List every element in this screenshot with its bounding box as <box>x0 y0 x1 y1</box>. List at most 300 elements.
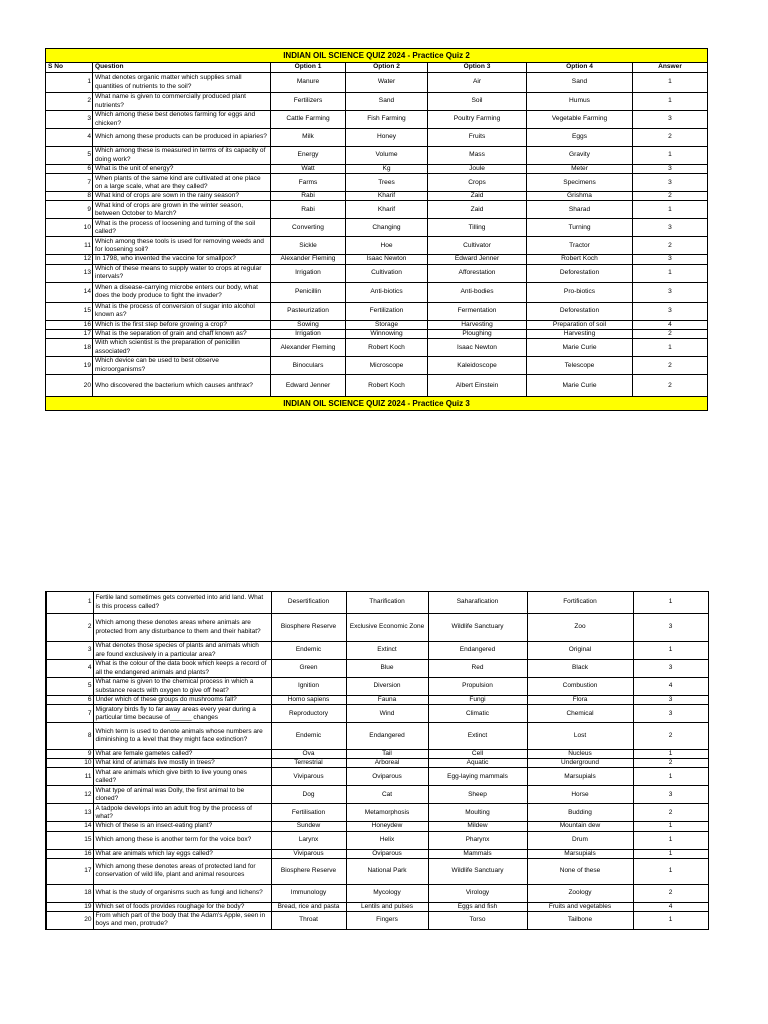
cell-option1: Rabi <box>271 192 346 201</box>
cell-option3: Cell <box>428 750 527 759</box>
table-row <box>46 849 708 858</box>
cell-option4: Fruits and vegetables <box>527 902 633 911</box>
cell-answer: 1 <box>633 911 708 929</box>
cell-question: Which among these tools is used for removing weeds and for loosening soil? <box>93 237 271 255</box>
cell-question: What is the process of conversion of sugar into alcohol known as? <box>93 302 271 320</box>
cell-question: What is the process of loosening and turning of the soil called? <box>93 219 271 237</box>
cell-question: What are animals which give birth to live young ones called? <box>93 768 271 786</box>
cell-answer: 1 <box>633 264 708 282</box>
cell-option3: Torso <box>428 911 527 929</box>
table-row <box>46 93 708 111</box>
cell-option2: Fertilization <box>346 302 428 320</box>
cell-answer: 1 <box>633 592 708 614</box>
cell-question: What kind of crops are sown in the rainy season? <box>93 192 271 201</box>
cell-sno: 19 <box>46 902 93 911</box>
cell-option1: Edward Jenner <box>271 375 346 397</box>
cell-option2: Cultivation <box>346 264 428 282</box>
cell-question: Which among these is measured in terms of its capacity of doing work? <box>93 147 271 165</box>
cell-option3: Mildew <box>428 822 527 831</box>
cell-sno: 1 <box>46 592 93 614</box>
cell-option2: Extinct <box>346 642 428 660</box>
cell-option1: Sowing <box>271 320 346 329</box>
cell-option4: Original <box>527 642 633 660</box>
cell-option2: Honey <box>346 129 428 147</box>
cell-answer: 1 <box>633 750 708 759</box>
cell-option1: Milk <box>271 129 346 147</box>
cell-option2: Cat <box>346 786 428 804</box>
cell-sno: 13 <box>46 264 93 282</box>
cell-option1: Homo sapiens <box>271 696 346 705</box>
cell-option1: Desertification <box>271 592 346 614</box>
table-row <box>46 339 708 357</box>
cell-option3: Eggs and fish <box>428 902 527 911</box>
cell-question: What is the colour of the data book which keeps a record of all the endangered animals and plants? <box>93 660 271 678</box>
cell-option3: Fermentation <box>428 302 527 320</box>
cell-option1: Cattle Farming <box>271 111 346 129</box>
table-row <box>46 911 708 929</box>
cell-sno: 17 <box>46 858 93 884</box>
cell-option4: Marie Curie <box>527 375 633 397</box>
cell-sno: 16 <box>46 849 93 858</box>
cell-answer: 4 <box>633 320 708 329</box>
cell-answer: 1 <box>633 642 708 660</box>
cell-option3: Virology <box>428 884 527 902</box>
table-row <box>46 129 708 147</box>
cell-option4: Mountain dew <box>527 822 633 831</box>
cell-option2: Endangered <box>346 723 428 750</box>
cell-sno: 12 <box>46 786 93 804</box>
header-sno: S No <box>46 63 93 73</box>
cell-option4: Combustion <box>527 678 633 696</box>
cell-question: What denotes those species of plants and animals which are found exclusively in a particular area? <box>93 642 271 660</box>
cell-option4: Marsupials <box>527 849 633 858</box>
cell-option2: Robert Koch <box>346 375 428 397</box>
cell-question: When plants of the same kind are cultivated at one place on a large scale, what are they called? <box>93 174 271 192</box>
table-row <box>46 329 708 338</box>
cell-option2: Storage <box>346 320 428 329</box>
cell-answer: 3 <box>633 219 708 237</box>
cell-option2: Kg <box>346 165 428 174</box>
cell-answer: 3 <box>633 302 708 320</box>
cell-option4: Humus <box>527 93 633 111</box>
cell-option2: Trees <box>346 174 428 192</box>
cell-option1: Viviparous <box>271 849 346 858</box>
cell-question: Which among these denotes areas where animals are protected from any disturbance to them and their habitat? <box>93 614 271 642</box>
cell-answer: 2 <box>633 192 708 201</box>
cell-question: Which device can be used to best observe microorganisms? <box>93 357 271 375</box>
header-option1: Option 1 <box>271 63 346 73</box>
cell-question: Migratory birds fly to far away areas every year during a particular time because of______ changes <box>93 705 271 723</box>
cell-option2: Fauna <box>346 696 428 705</box>
table-row <box>46 678 708 696</box>
cell-sno: 15 <box>46 831 93 849</box>
cell-question: When a disease-carrying microbe enters our body, what does the body produce to fight the invader? <box>93 282 271 302</box>
cell-option1: Endemic <box>271 642 346 660</box>
cell-option3: Fruits <box>428 129 527 147</box>
cell-question: Which among these best denotes farming for eggs and chicken? <box>93 111 271 129</box>
cell-answer: 2 <box>633 237 708 255</box>
cell-option3: Saharafication <box>428 592 527 614</box>
cell-option4: Tailbone <box>527 911 633 929</box>
cell-option1: Reproductory <box>271 705 346 723</box>
cell-option3: Isaac Newton <box>428 339 527 357</box>
cell-option2: Winnowing <box>346 329 428 338</box>
cell-answer: 1 <box>633 858 708 884</box>
cell-option3: Mass <box>428 147 527 165</box>
cell-question: Which among these is another term for the voice box? <box>93 831 271 849</box>
cell-option2: Fish Farming <box>346 111 428 129</box>
cell-answer: 1 <box>633 768 708 786</box>
cell-sno: 2 <box>46 93 93 111</box>
cell-question: With which scientist is the preparation of penicillin associated? <box>93 339 271 357</box>
cell-question: Under which of these groups do mushrooms fall? <box>93 696 271 705</box>
cell-sno: 7 <box>46 705 93 723</box>
cell-question: A tadpole develops into an adult frog by the process of what? <box>93 804 271 822</box>
cell-option3: Pharynx <box>428 831 527 849</box>
cell-option1: Converting <box>271 219 346 237</box>
table-row <box>46 902 708 911</box>
cell-option3: Mammals <box>428 849 527 858</box>
cell-option2: Microscope <box>346 357 428 375</box>
cell-answer: 2 <box>633 884 708 902</box>
cell-option2: Fingers <box>346 911 428 929</box>
cell-answer: 3 <box>633 255 708 264</box>
cell-answer: 1 <box>633 849 708 858</box>
table-row <box>46 642 708 660</box>
cell-question: In 1798, who invented the vaccine for smallpox? <box>93 255 271 264</box>
table-row <box>46 375 708 397</box>
cell-option2: Lentils and pulses <box>346 902 428 911</box>
cell-question: What name is given to commercially produced plant nutrients? <box>93 93 271 111</box>
cell-option4: Vegetable Farming <box>527 111 633 129</box>
cell-option4: Deforestation <box>527 302 633 320</box>
table-row <box>46 858 708 884</box>
quiz3-title-row <box>46 397 708 411</box>
table-row <box>46 320 708 329</box>
cell-question: What kind of animals live mostly in trees? <box>93 759 271 768</box>
cell-option2: National Park <box>346 858 428 884</box>
cell-option3: Anti-bodies <box>428 282 527 302</box>
cell-option4: Harvesting <box>527 329 633 338</box>
cell-sno: 1 <box>46 73 93 93</box>
cell-sno: 3 <box>46 111 93 129</box>
cell-question: Who discovered the bacterium which causes anthrax? <box>93 375 271 397</box>
table-row <box>46 282 708 302</box>
table-row <box>46 192 708 201</box>
cell-option2: Helix <box>346 831 428 849</box>
cell-option2: Exclusive Economic Zone <box>346 614 428 642</box>
cell-sno: 19 <box>46 357 93 375</box>
cell-sno: 10 <box>46 219 93 237</box>
cell-option2: Blue <box>346 660 428 678</box>
cell-option1: Farms <box>271 174 346 192</box>
cell-option3: Soil <box>428 93 527 111</box>
cell-option4: Grishma <box>527 192 633 201</box>
cell-answer: 3 <box>633 705 708 723</box>
cell-sno: 10 <box>46 759 93 768</box>
cell-question: Which is the first step before growing a crop? <box>93 320 271 329</box>
table-row <box>46 73 708 93</box>
cell-sno: 20 <box>46 911 93 929</box>
cell-sno: 9 <box>46 201 93 219</box>
cell-question: What kind of crops are grown in the winter season, between October to March? <box>93 201 271 219</box>
cell-option1: Dog <box>271 786 346 804</box>
cell-option1: Endemic <box>271 723 346 750</box>
cell-question: What are animals which lay eggs called? <box>93 849 271 858</box>
cell-question: What type of animal was Dolly, the first animal to be cloned? <box>93 786 271 804</box>
cell-option3: Afforestation <box>428 264 527 282</box>
cell-sno: 9 <box>46 750 93 759</box>
table-row <box>46 147 708 165</box>
table-row <box>46 822 708 831</box>
table-row <box>46 696 708 705</box>
header-question: Question <box>93 63 271 73</box>
cell-option2: Anti-biotics <box>346 282 428 302</box>
quiz3-table <box>45 591 709 930</box>
cell-option1: Fertilizers <box>271 93 346 111</box>
cell-answer: 3 <box>633 174 708 192</box>
cell-question: What is the unit of energy? <box>93 165 271 174</box>
cell-sno: 4 <box>46 129 93 147</box>
table-row <box>46 111 708 129</box>
cell-option4: Flora <box>527 696 633 705</box>
cell-option2: Kharif <box>346 192 428 201</box>
cell-option3: Joule <box>428 165 527 174</box>
cell-option2: Tail <box>346 750 428 759</box>
cell-option3: Propulsion <box>428 678 527 696</box>
table-row <box>46 255 708 264</box>
header-answer: Answer <box>633 63 708 73</box>
cell-sno: 8 <box>46 192 93 201</box>
cell-question: What name is given to the chemical process in which a substance reacts with oxygen to give off heat? <box>93 678 271 696</box>
cell-option4: Zoology <box>527 884 633 902</box>
cell-question: What is the separation of grain and chaff known as? <box>93 329 271 338</box>
cell-sno: 14 <box>46 822 93 831</box>
cell-option3: Wildlife Sanctuary <box>428 858 527 884</box>
cell-option3: Zaid <box>428 201 527 219</box>
cell-sno: 11 <box>46 237 93 255</box>
cell-option1: Terrestrial <box>271 759 346 768</box>
table-row <box>46 750 708 759</box>
cell-option4: Preparation of soil <box>527 320 633 329</box>
cell-option3: Wildlife Sanctuary <box>428 614 527 642</box>
cell-option4: Budding <box>527 804 633 822</box>
table-row <box>46 219 708 237</box>
cell-option3: Air <box>428 73 527 93</box>
cell-option1: Larynx <box>271 831 346 849</box>
cell-answer: 2 <box>633 723 708 750</box>
cell-option2: Isaac Newton <box>346 255 428 264</box>
cell-option3: Egg-laying mammals <box>428 768 527 786</box>
cell-answer: 3 <box>633 786 708 804</box>
cell-answer: 1 <box>633 73 708 93</box>
cell-sno: 8 <box>46 723 93 750</box>
table-row <box>46 705 708 723</box>
cell-option4: Telescope <box>527 357 633 375</box>
table-row <box>46 165 708 174</box>
cell-answer: 4 <box>633 678 708 696</box>
cell-option3: Red <box>428 660 527 678</box>
cell-option3: Ploughing <box>428 329 527 338</box>
cell-sno: 2 <box>46 614 93 642</box>
cell-answer: 1 <box>633 822 708 831</box>
cell-option2: Oviparous <box>346 849 428 858</box>
cell-question: What are female gametes called? <box>93 750 271 759</box>
cell-option1: Alexander Fleming <box>271 339 346 357</box>
cell-option1: Viviparous <box>271 768 346 786</box>
quiz2-title-row <box>46 49 708 63</box>
cell-question: Fertile land sometimes gets converted into arid land. What is this process called? <box>93 592 271 614</box>
cell-option2: Metamorphosis <box>346 804 428 822</box>
cell-option1: Alexander Fleming <box>271 255 346 264</box>
cell-option4: Zoo <box>527 614 633 642</box>
cell-question: What denotes organic matter which supplies small quantities of nutrients to the soil? <box>93 73 271 93</box>
cell-answer: 3 <box>633 111 708 129</box>
cell-option3: Poultry Farming <box>428 111 527 129</box>
cell-question: Which term is used to denote animals whose numbers are diminishing to a level that they might face extinction? <box>93 723 271 750</box>
table-row <box>46 723 708 750</box>
quiz2-table <box>45 48 708 411</box>
cell-answer: 3 <box>633 165 708 174</box>
cell-option2: Volume <box>346 147 428 165</box>
cell-option4: Drum <box>527 831 633 849</box>
cell-question: Which of these means to supply water to crops at regular intervals? <box>93 264 271 282</box>
cell-question: Which set of foods provides roughage for the body? <box>93 902 271 911</box>
cell-sno: 4 <box>46 660 93 678</box>
cell-question: What is the study of organisms such as fungi and lichens? <box>93 884 271 902</box>
cell-answer: 2 <box>633 759 708 768</box>
table-row <box>46 264 708 282</box>
table-row <box>46 237 708 255</box>
cell-sno: 15 <box>46 302 93 320</box>
table-row <box>46 786 708 804</box>
cell-option1: Ignition <box>271 678 346 696</box>
table-row <box>46 831 708 849</box>
cell-option2: Sand <box>346 93 428 111</box>
cell-option3: Edward Jenner <box>428 255 527 264</box>
cell-option4: Eggs <box>527 129 633 147</box>
cell-sno: 7 <box>46 174 93 192</box>
table-row <box>46 660 708 678</box>
cell-sno: 12 <box>46 255 93 264</box>
cell-option3: Crops <box>428 174 527 192</box>
cell-option2: Tharification <box>346 592 428 614</box>
cell-option2: Wind <box>346 705 428 723</box>
cell-option4: Fortification <box>527 592 633 614</box>
cell-sno: 14 <box>46 282 93 302</box>
table-row <box>46 614 708 642</box>
cell-option4: Horse <box>527 786 633 804</box>
cell-option3: Climatic <box>428 705 527 723</box>
cell-answer: 2 <box>633 329 708 338</box>
table-row <box>46 759 708 768</box>
cell-option2: Oviparous <box>346 768 428 786</box>
quiz3-title: INDIAN OIL SCIENCE QUIZ 2024 - Practice Quiz 3 <box>46 397 708 411</box>
cell-sno: 6 <box>46 696 93 705</box>
cell-option1: Pasteurization <box>271 302 346 320</box>
cell-option3: Fungi <box>428 696 527 705</box>
cell-question: Which of these is an insect-eating plant? <box>93 822 271 831</box>
cell-option1: Energy <box>271 147 346 165</box>
cell-option2: Arboreal <box>346 759 428 768</box>
cell-answer: 1 <box>633 831 708 849</box>
cell-option1: Biosphere Reserve <box>271 614 346 642</box>
table-row <box>46 884 708 902</box>
cell-answer: 2 <box>633 129 708 147</box>
cell-option3: Kaleidoscope <box>428 357 527 375</box>
cell-option1: Biosphere Reserve <box>271 858 346 884</box>
cell-option4: Meter <box>527 165 633 174</box>
cell-option3: Extinct <box>428 723 527 750</box>
cell-sno: 6 <box>46 165 93 174</box>
cell-option3: Sheep <box>428 786 527 804</box>
cell-option1: Binoculars <box>271 357 346 375</box>
cell-option4: Sharad <box>527 201 633 219</box>
table-row <box>46 302 708 320</box>
table-row <box>46 174 708 192</box>
cell-option3: Tilling <box>428 219 527 237</box>
cell-option4: Marsupials <box>527 768 633 786</box>
cell-option4: Tractor <box>527 237 633 255</box>
cell-question: Which among these denotes areas of protected land for conservation of wild life, plant and animal resources <box>93 858 271 884</box>
table-row <box>46 201 708 219</box>
cell-option3: Cultivator <box>428 237 527 255</box>
cell-option4: Chemical <box>527 705 633 723</box>
cell-answer: 3 <box>633 660 708 678</box>
cell-option2: Changing <box>346 219 428 237</box>
cell-option1: Manure <box>271 73 346 93</box>
cell-answer: 1 <box>633 339 708 357</box>
cell-sno: 17 <box>46 329 93 338</box>
cell-sno: 18 <box>46 884 93 902</box>
cell-option4: Robert Koch <box>527 255 633 264</box>
cell-answer: 3 <box>633 696 708 705</box>
cell-option4: Marie Curie <box>527 339 633 357</box>
cell-option3: Moulting <box>428 804 527 822</box>
cell-option1: Immunology <box>271 884 346 902</box>
cell-answer: 2 <box>633 357 708 375</box>
quiz2-header-row <box>46 63 708 73</box>
table-row <box>46 357 708 375</box>
cell-option1: Rabi <box>271 201 346 219</box>
cell-question: From which part of the body that the Adam's Apple, seen in boys and men, protrude? <box>93 911 271 929</box>
cell-option2: Mycology <box>346 884 428 902</box>
cell-option4: Gravity <box>527 147 633 165</box>
cell-option4: Specimens <box>527 174 633 192</box>
cell-option1: Watt <box>271 165 346 174</box>
cell-option1: Irrigation <box>271 264 346 282</box>
cell-option1: Fertilisation <box>271 804 346 822</box>
cell-option4: None of these <box>527 858 633 884</box>
cell-sno: 5 <box>46 678 93 696</box>
cell-option3: Endangered <box>428 642 527 660</box>
cell-sno: 16 <box>46 320 93 329</box>
cell-option1: Penicillin <box>271 282 346 302</box>
cell-option2: Diversion <box>346 678 428 696</box>
cell-option3: Harvesting <box>428 320 527 329</box>
cell-option2: Honeydew <box>346 822 428 831</box>
cell-option4: Pro-biotics <box>527 282 633 302</box>
cell-option2: Hoe <box>346 237 428 255</box>
table-row <box>46 768 708 786</box>
table-row <box>46 592 708 614</box>
cell-answer: 1 <box>633 93 708 111</box>
cell-answer: 4 <box>633 902 708 911</box>
header-option3: Option 3 <box>428 63 527 73</box>
cell-option3: Albert Einstein <box>428 375 527 397</box>
cell-answer: 1 <box>633 147 708 165</box>
quiz2-title: INDIAN OIL SCIENCE QUIZ 2024 - Practice Quiz 2 <box>46 49 708 63</box>
